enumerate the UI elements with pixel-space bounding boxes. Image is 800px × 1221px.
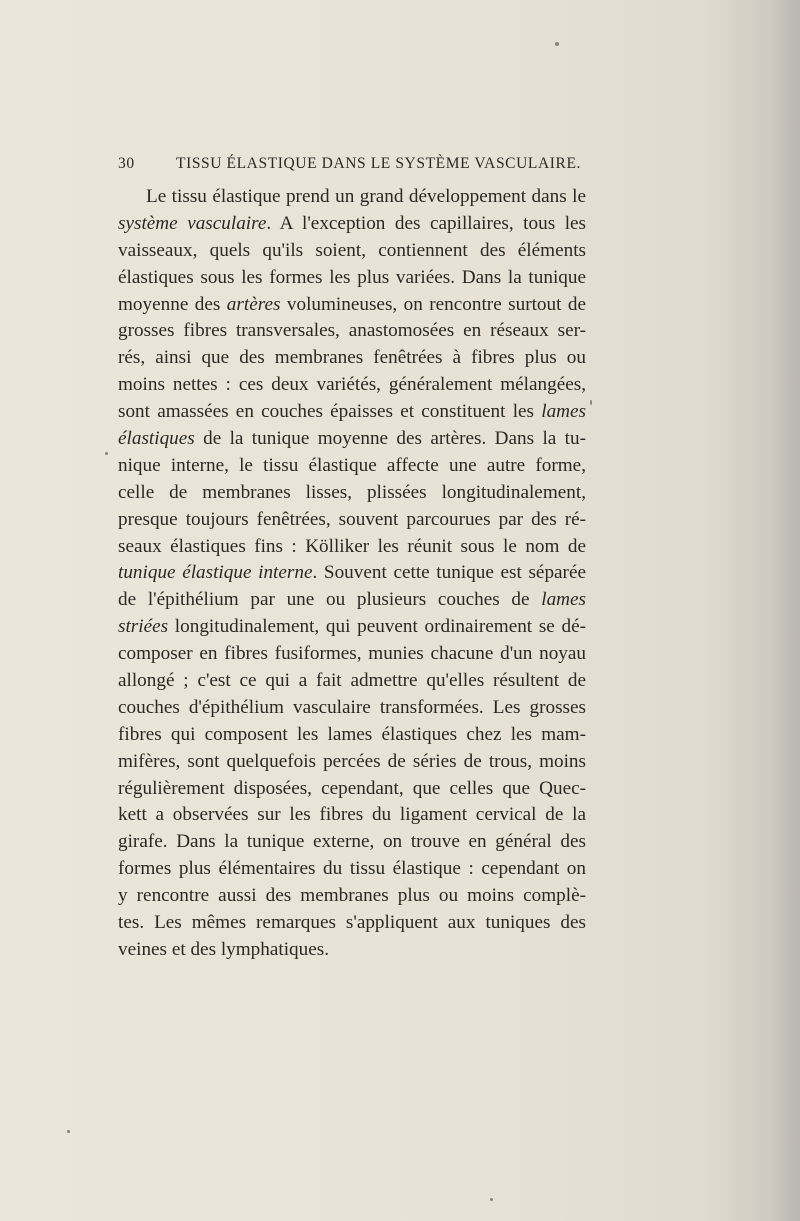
text-line [118, 318, 586, 345]
text-run: sont amassées en couches épaisses et constituent les [118, 401, 542, 423]
text-line [118, 910, 586, 937]
text-run: élastiques sous les formes les plus variées. Dans la tunique [118, 266, 586, 288]
text-run: presque toujours fenêtrées, souvent parcourues par des ré- [118, 508, 586, 530]
italic-term: tunique élastique interne [118, 562, 313, 584]
italic-term: lames [541, 589, 586, 611]
text-line [118, 856, 586, 883]
text-line [118, 184, 586, 211]
text-line [118, 587, 586, 614]
text-run: moyenne des [118, 293, 227, 315]
text-line [118, 802, 586, 829]
text-run: kett a observées sur les fibres du ligament cervical de la [118, 804, 586, 826]
text-line [118, 749, 586, 776]
italic-term: élastiques [118, 428, 195, 450]
text-run: régulièrement disposées, cependant, que celles que Quec- [118, 777, 586, 799]
text-line [118, 426, 586, 453]
text-line [118, 480, 586, 507]
text-run: rés, ainsi que des membranes fenêtrées à fibres plus ou [118, 347, 586, 369]
text-run: formes plus élémentaires du tissu élastique : cependant on [118, 858, 586, 880]
text-run: girafe. Dans la tunique externe, on trouve en général des [118, 831, 586, 853]
text-line [118, 534, 586, 561]
text-run: composer en fibres fusiformes, munies chacune d'un noyau [118, 643, 586, 665]
text-run: veines et des lymphatiques. [118, 938, 330, 960]
text-run: volumineuses, on rencontre surtout de [280, 293, 586, 315]
text-line [118, 614, 586, 641]
text-run: vaisseaux, quels qu'ils soient, contiennent des éléments [118, 239, 586, 261]
text-run: seaux élastiques fins : Kölliker les réunit sous le nom de [118, 535, 586, 557]
text-run: moins nettes : ces deux variétés, généralement mélangées, [118, 374, 586, 396]
text-run: de l'épithélium par une ou plusieurs couches de [118, 589, 542, 611]
page-number: 30 [118, 155, 135, 172]
text-line [118, 507, 586, 534]
text-run: allongé ; c'est ce qui a fait admettre qu'elles résultent de [118, 670, 586, 692]
text-run: nique interne, le tissu élastique affecte une autre forme, [118, 454, 586, 476]
italic-term: striées [118, 616, 169, 638]
text-line [118, 238, 586, 265]
running-head: TISSU ÉLASTIQUE DANS LE SYSTÈME VASCULAIRE. [176, 155, 581, 172]
italic-term: lames [541, 401, 586, 423]
text-line [118, 668, 586, 695]
text-line [118, 399, 586, 426]
text-line [118, 722, 586, 749]
text-line [118, 883, 586, 910]
text-run: longitudinalement, qui peuvent ordinairement se dé- [168, 616, 586, 638]
text-line [118, 453, 586, 480]
text-run: tes. Les mêmes remarques s'appliquent aux tuniques des [118, 912, 586, 934]
text-line [118, 695, 586, 722]
text-run: couches d'épithélium vasculaire transformées. Les grosses [118, 696, 586, 718]
text-run: mifères, sont quelquefois percées de séries de trous, moins [118, 750, 586, 772]
text-run: grosses fibres transversales, anastomosées en réseaux ser- [118, 320, 586, 342]
text-line [118, 641, 586, 668]
text-line [118, 372, 586, 399]
paper-speck [490, 1198, 493, 1201]
text-line [118, 560, 586, 587]
italic-term: système vasculaire [118, 212, 267, 234]
text-run: Le tissu élastique prend un grand développement dans le [146, 186, 586, 207]
paper-speck [590, 400, 592, 405]
body-paragraph [118, 184, 586, 964]
text-run: y rencontre aussi des membranes plus ou moins complè- [118, 885, 586, 907]
text-line [118, 265, 586, 292]
text-line [118, 829, 586, 856]
paper-speck [105, 452, 108, 455]
text-line [118, 345, 586, 372]
text-line [118, 776, 586, 803]
paper-speck [67, 1130, 70, 1133]
text-run: . Souvent cette tunique est séparée [312, 562, 586, 584]
text-line [118, 937, 586, 964]
text-run: de la tunique moyenne des artères. Dans la tu- [194, 428, 586, 450]
italic-term: artères [226, 293, 281, 315]
paper-speck [555, 42, 559, 46]
text-run: . A l'exception des capillaires, tous les [266, 212, 587, 234]
text-run: celle de membranes lisses, plissées longitudinalement, [118, 481, 586, 503]
text-run: fibres qui composent les lames élastiques chez les mam- [118, 723, 586, 745]
page-header [118, 155, 588, 177]
text-line [118, 292, 586, 319]
text-line [118, 211, 586, 238]
